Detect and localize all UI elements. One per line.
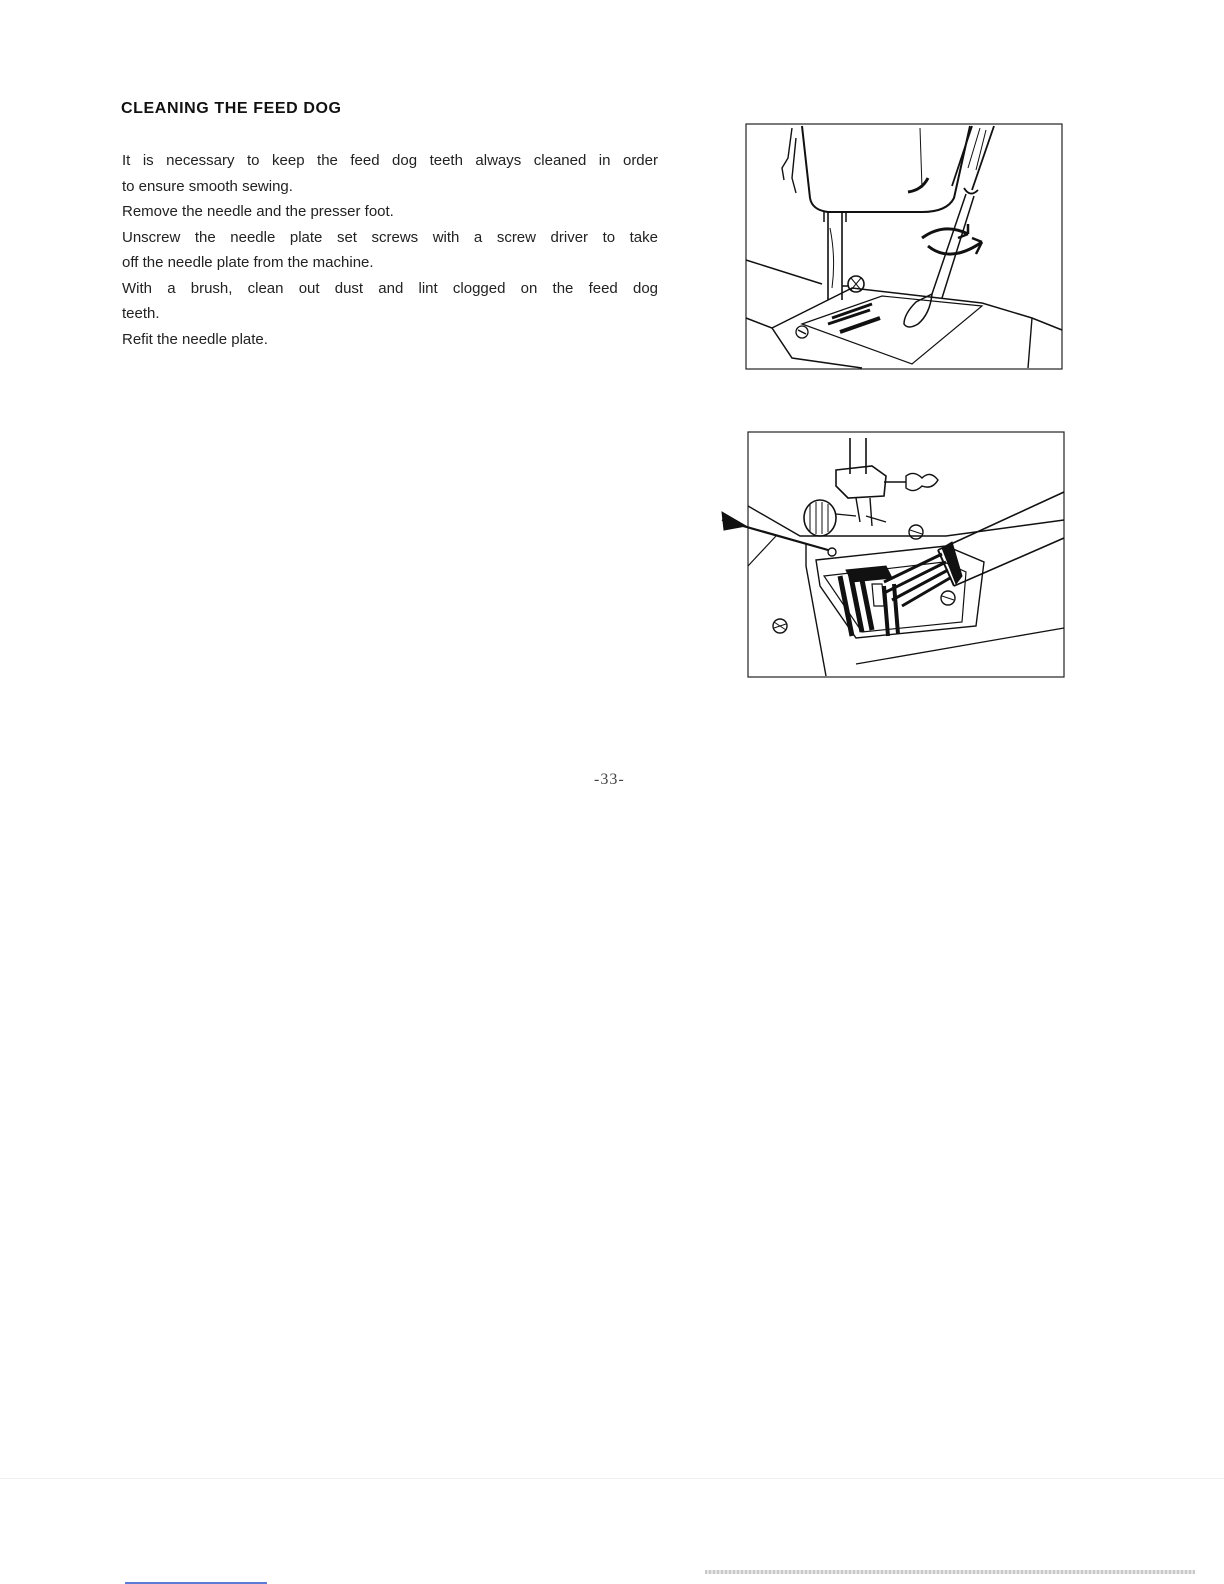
instruction-line: Remove the needle and the presser foot. (122, 203, 394, 220)
instruction-line: to ensure smooth sewing. (122, 177, 293, 195)
instructions-text (122, 148, 658, 352)
scan-artifact-bar (705, 1570, 1195, 1574)
screwdriver-illustration (732, 118, 1066, 376)
instruction-line: With a brush, clean out dust and lint clogged on the feed dog (122, 279, 658, 297)
instruction-line: teeth. (122, 305, 160, 322)
page-number: -33- (594, 771, 625, 788)
instruction-line: It is necessary to keep the feed dog teeth always cleaned in order (122, 152, 658, 169)
brush-cleaning-illustration (716, 426, 1070, 684)
instruction-line: off the needle plate from the machine. (122, 254, 374, 271)
scan-artifact-line (0, 1478, 1224, 1479)
section-heading: CLEANING THE FEED DOG (121, 100, 342, 117)
instruction-line: Unscrew the needle plate set screws with a screw driver to take (122, 228, 658, 246)
instruction-line: Refit the needle plate. (122, 330, 268, 348)
